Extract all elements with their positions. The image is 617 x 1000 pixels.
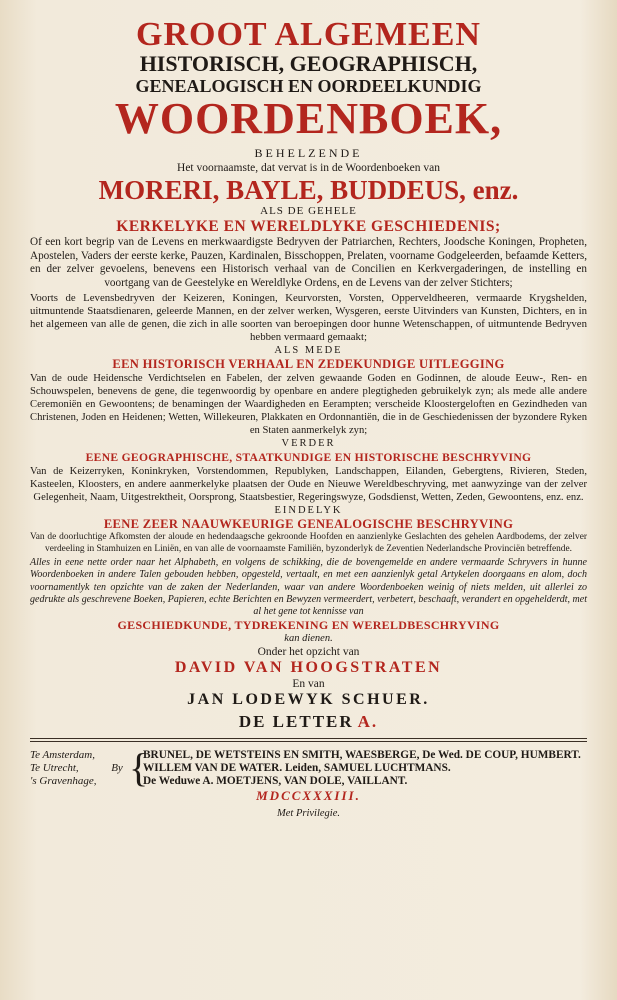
kan-dienen-line: kan dienen. [284,633,333,645]
title-line-2: HISTORISCH, GEOGRAPHISCH, [139,51,478,76]
history-heading: KERKELYKE EN WERELDLYKE GESCHIEDENIS; [116,218,501,235]
title-line-3: GENEALOGISCH EN OORDEELKUNDIG [135,76,482,96]
brace-icon: { [129,745,149,791]
heading-geographic: EENE GEOGRAPHISCHE, STAATKUNDIGE EN HISTORISCHE BESCHRYVING [85,451,532,465]
imprint-cities [30,749,105,788]
behelzende-label: BEHELZENDE [254,146,363,160]
paragraph-fables: Van de oude Heidensche Verdichtselen en Fabelen, der zelven gewaande Goden en Godinnen, de aloude Eeuw-, Ren- en Schouwspelen, benevens de gene, die tegenwoordig by openbare en andere plegtigheden gebruikelyk zyn; als mede alle andere Ceremoniën en Gewoontens; de benamingen der Waardigheden en Eerampten; verscheide Kloostergeloften en Gezindheden van Christenen, Joden en Heidenen; Wetten, Willekeuren, Plakkaten en Ordonnantiën, die in de Geschiedenissen der byzondere Ryken en Staten aanmerkelyk zyn; [30,373,587,437]
heading-genealogical: EENE ZEER NAAUWKEURIGE GENEALOGISCHE BESCHRYVING [103,517,514,532]
paragraph-descents: Van de doorluchtige Afkomsten der aloude en hedendaagsche gekroonde Hoofden en aanzienlyke Geslachten des gehelen Aardbodems, der zelver verdeeling in Stamhuizen en Liniën, en van alle de voornaamste Familiën, byzonderlyk de Zeventien Nederlandsche Provinciën betreffende. [30,532,587,554]
source-authors: MORERI, BAYLE, BUDDEUS, enz. [98,175,519,205]
letter-line [30,712,587,732]
intro-line: Het voornaamste, dat vervat is in de Woordenboeken van [177,162,440,174]
verder-label: VERDER [281,438,336,450]
als-mede-label: ALS MEDE [274,345,343,357]
eindelyk-label: EINDELYK [274,505,343,517]
editor-hoogstraten: DAVID VAN HOOGSTRATEN [174,659,443,677]
imprint-rule-top-2 [30,741,587,742]
imprint-rule-top [30,738,587,739]
imprint-year: MDCCXXXIII. [256,788,361,804]
title-line-1: GROOT ALGEMEEN [136,16,481,53]
letter-label: DE LETTER [238,712,354,732]
imprint-city-amsterdam: Te Amsterdam, [30,748,95,761]
imprint-publishers [143,749,587,788]
en-van-line: En van [292,678,325,691]
paragraph-empires: Van de Keizerryken, Koninkryken, Vorstendommen, Republyken, Landschappen, Eilanden, Gebergtens, Rivieren, Steden, Kasteelen, Kloosters, en andere aanmerkelyke plaatsen der Oude en Nieuwe Wereldbeschryving, met aanwyzinge van der zelver Gelegenheit, Naam, Uitgestrektheit, Oorsprong, Staatsbestier, Regeringswyze, Godsdienst, Wetten, Zeden, Gewoontens, enz. enz. [30,466,587,504]
privilege-line: Met Privilegie. [277,808,340,820]
heading-historical-account: EEN HISTORISCH VERHAAL EN ZEDEKUNDIGE UITLEGGING [112,357,505,372]
imprint-city-utrecht: Te Utrecht, [30,761,79,774]
title-line-4: WOORDENBOEK, [114,94,503,143]
imprint-by: By [111,761,123,774]
imprint-publishers-line-2: WILLEM VAN DE WATER. Leiden, SAMUEL LUCHTMANS. [143,761,451,774]
paragraph-patriarchs: Of een kort begrip van de Levens en merkwaardigste Bedryven der Patriarchen, Rechters, Joodsche Koningen, Propheten, Apostelen, Vaders der eerste kerke, Pauzen, Kardinalen, Bisschoppen, Prelaten, voorname Godgeleerden, befaamde Ketters, en der zelver gevoelens, benevens een Historisch verhaal van de Concilien en Kerkvergaderingen, de instelling en voortgang van de Geestelyke en Wereldlyke Ordens, en de Levens van der zelver Stichters; [30,236,587,289]
imprint-city-gravenhage: 's Gravenhage, [30,774,97,787]
heading-chronology: GESCHIEDKUNDE, TYDREKENING EN WERELDBESCHRYVING [117,618,500,633]
als-gehele-label: ALS DE GEHELE [260,205,357,217]
imprint-block [30,745,587,791]
editor-schuer: JAN LODEWYK SCHUER. [187,691,430,709]
paragraph-emperors: Voorts de Levensbedryven der Keizeren, Koningen, Keurvorsten, Vorsten, Opperveldheeren, vermaarde Krygshelden, uitmuntende Staatsdienaren, geleerde Mannen, en der zelver werken, Wysgeren, eerste Uitvinders van Kunsten, Dichters, en in het algemeen van alle de genen, die zich in alle soorten van beroepingen door hunne Wetenschappen, of uitmuntende Bedryven hebben vermaard gemaakt; [30,292,587,344]
letter-a: A. [357,712,379,732]
imprint-publishers-line-3: De Weduwe A. MOETJENS, VAN DOLE, VAILLANT. [143,774,408,787]
paragraph-alphabet: Alles in eene nette order naar het Alphabeth, en volgens de schikking, die de bovengemelde en andere vermaarde Schryvers in hunne Woordenboeken in andere Talen gebouden hebben, opgesteld, vertaalt, en met een aanzienlyk getal Artykelen doorgaans en alom, doch voornamentlyk ten opzichte van de zaken der Nederlanden, waar van andere Woordenboeken weinig of niets melden, uit allerlei zo gedrukte als geschrevene Boeken, Papieren, echte Berichten en Bewyzen vermeerdert, verbetert, beschaaft, verandert en opgehelderdt, met al het gene tot kennisse van [30,557,587,617]
imprint-publishers-line-1: BRUNEL, DE WETSTEINS EN SMITH, WAESBERGE, De Wed. DE COUP, HUMBERT. [143,748,581,761]
onder-opzicht-line: Onder het opzicht van [257,646,360,659]
